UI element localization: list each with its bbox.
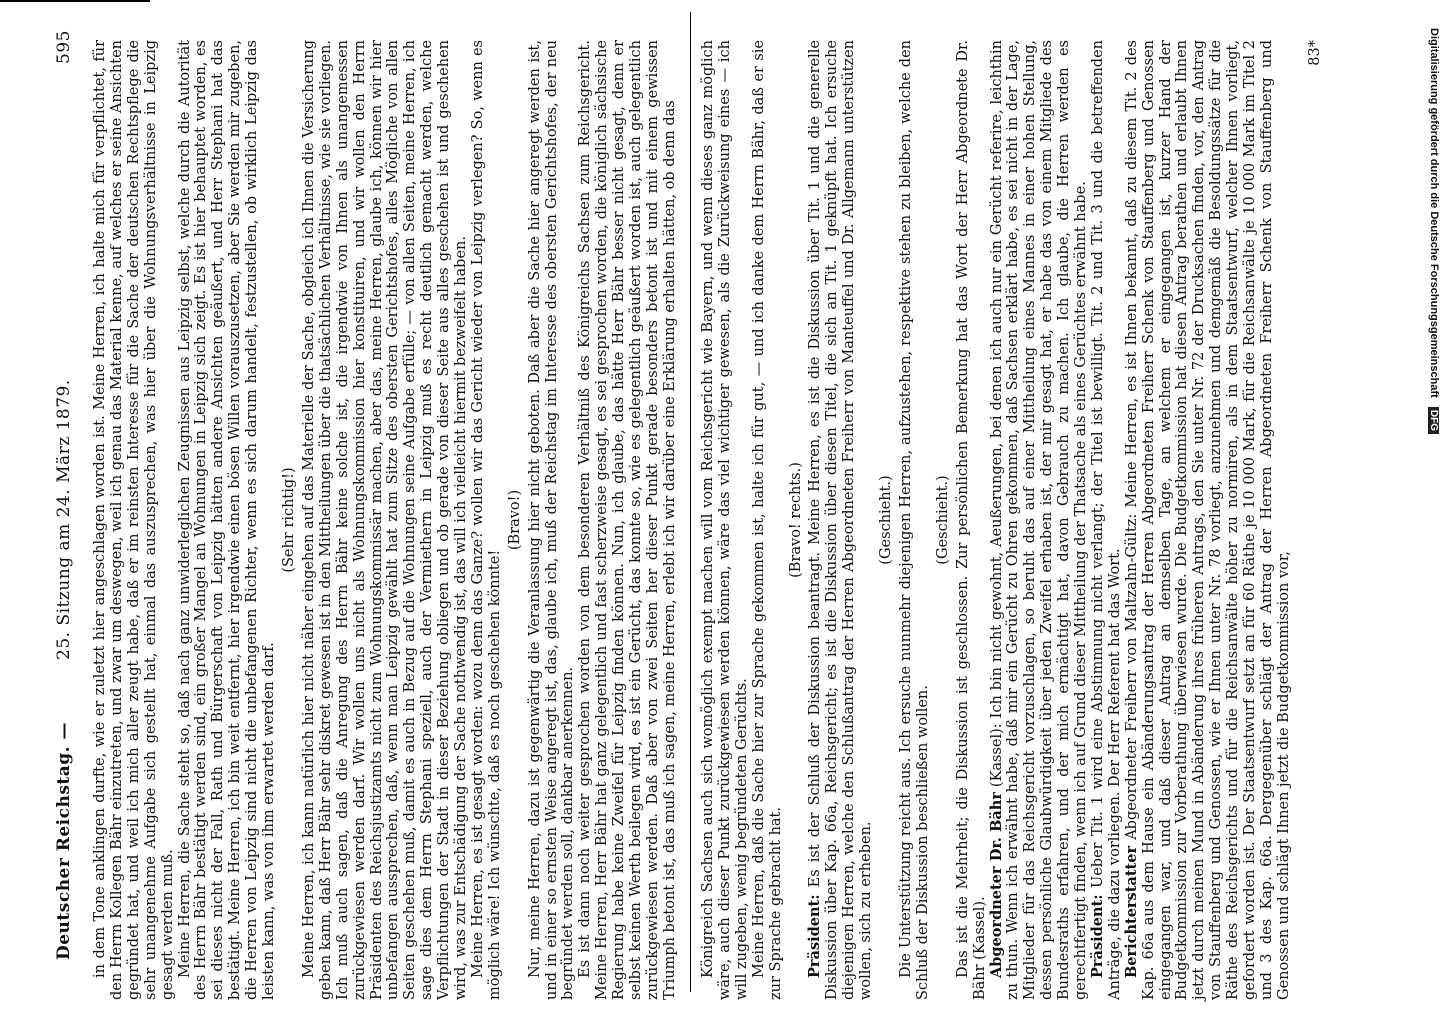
interjection: (Bravo! rechts.): [787, 462, 804, 578]
header-left: Deutscher Reichstag. —: [54, 721, 74, 960]
paragraph: Präsident: Ueber Tit. 1 wird eine Abstimmung nicht verlangt; der Titel ist bewilligt. Tit. 2 und Tit. 3 und die betreffenden Anträge, die dazu vorliegen. Der Herr Referent hat das Wort.: [1088, 40, 1123, 1000]
paragraph: Es ist dann noch weiter gesprochen worden von dem besonderen Verhältniß des Königreichs Sachsen zum Reichsgericht. Meine Herren, Herr Bähr hat ganz gelegentlich und fast scherzweise gesagt, es sei gesprochen worden, die königlich sächsische Regierung habe keine Zweifel für Leipzig finden können. Nun, ich glaube, das hätte Herr Bähr besser nicht gesagt, denn er selbst keinen Werth beilegen wird, es ist ein Gerücht, das konnte so, wie es gelegentlich geäußert worden ist, auch gelegentlich zurückgewiesen werden. Daß aber von zwei Seiten her dieser Punkt gerade besonders betont ist und mit einem gewissen Triumph betont ist, das muß ich sagen, meine Herren, erlebt ich wir darüber eine Erklärung erhalten hätten, ob denn das: [577, 40, 678, 1000]
paragraph: Abgeordneter Dr. Bähr (Kassel): Ich bin nicht gewohnt, Aeußerungen, bei denen ich auch nur ein Gerücht referire, leichthin zu thun. Wenn ich erwähnt habe, daß mir ein Gerücht zu Ohren gekommen, daß Sachsen erklärt habe, es sei nicht in der Lage, Mitglieder für das Reichsgericht vorzuschlagen, so beruht das auf einer Mittheilung eines Mannes in einer hohen Stellung, dessen persönliche Glaubwürdigkeit über jeden Zweifel erhaben ist, der mir gesagt hat, er habe das von einem Mitgliede des Bundesraths erfahren, und der mich ermächtigt hat, davon Gebrauch zu machen. Ich glaube, die Herren werden es gerechtfertigt finden, wenn ich auf Grund dieser Mittheilung der Thatsache als eines Gerüchtes erwähnt habe.: [987, 40, 1090, 1000]
dfg-logo: DFG: [1428, 407, 1439, 434]
paragraph: Königreich Sachsen auch sich womöglich exempt machen will vom Reichsgericht wie Bayern, und wenn dieses ganz möglich wäre, auch dieser Punkt zurückgewiesen werden können, wäre das viel wichtiger gewesen, als die Zurückweisung eines — ich will zugeben, wenig begründeten Gerüchts.: [700, 40, 750, 1000]
running-header: [46, 30, 86, 960]
left-column: [92, 40, 682, 1000]
dfg-sidebar: [1392, 0, 1440, 1000]
header-center: 25. Sitzung am 24. März 1879.: [54, 379, 74, 660]
dfg-credit-text: Digitalisierung gefördert durch die Deutsche Forschungsgemeinschaft: [1428, 28, 1440, 398]
paragraph: Meine Herren, es ist gesagt worden: wozu denn das Ganze? wollen wir das Gericht wieder von Leipzig verlegen? So, wenn es möglich wäre! Ich wünschte, daß es noch geschehen könnte!: [469, 40, 503, 1000]
paragraph: Die Unterstützung reicht aus. Ich ersuche nunmehr diejenigen Herren, aufzustehen, respektive stehen zu bleiben, welche den Schluß der Diskussion beschließen wollen.: [897, 40, 931, 1000]
right-column: [700, 40, 1350, 1000]
paragraph: Das ist die Mehrheit; die Diskussion ist geschlossen. Zur persönlichen Bemerkung hat das Wort der Herr Abgeordnete Dr. Bähr (Kassel).: [954, 40, 988, 1000]
interjection: (Geschieht.): [934, 475, 951, 565]
paragraph: Nur, meine Herren, dazu ist gegenwärtig die Veranlassung hier nicht geboten. Daß aber die Sache hier angeregt werden ist, und in einer so ernsten Weise angeregt ist, das, glaube ich, muß der Reichstag im Interesse des obersten Gerichtshofes, der neu begründet werden soll, dankbar anerkennen.: [526, 40, 577, 1000]
dfg-credit: [1420, 0, 1440, 1028]
column-divider: [690, 12, 691, 992]
paragraph: Präsident: Es ist der Schluß der Diskussion beantragt. Meine Herren, es ist die Diskussion über Tit. 1 und die generelle Diskussion über Kap. 66a, Reichsgericht; es ist die Diskussion über diesen Titel, die sich an Tit. 1 geknüpft hat. Ich ersuche diejenigen Herren, welche den Schlußantrag der Herren Abgeordneten Freiherr von Manteuffel und Dr. Allgemann unterstützen wollen, sich zu erheben.: [806, 40, 875, 1000]
paragraph: Meine Herren, daß die Sache hier zur Sprache gekommen ist, halte ich für gut, — und ich danke dem Herrn Bähr, daß er sie zur Sprache gebracht hat.: [750, 40, 784, 1000]
paragraph: in dem Tone anklingen durfte, wie er zuletzt hier angeschlagen worden ist. Meine Herren, ich halte mich für verpflichtet, für den Herrn Kollegen Bähr einzutreten, und zwar um deswegen, weil ich genau das Material kenne, auf welches er seine Ansichten gegründet hat, und weil ich mich aller zeugt habe, daß er im reinsten Interesse für die Sache der deutschen Rechtspflege die sehr unangenehme Aufgabe sich gestellt hat, einmal das auszusprechen, was hier über die Wohnungsverhältnisse in Leipzig gesagt werden muß.: [92, 40, 176, 1000]
signature-mark: 83*: [1307, 40, 1324, 66]
interjection: (Sehr richtig!): [280, 467, 297, 573]
page-number: 595: [54, 30, 74, 64]
interjection: (Bravo!): [506, 489, 523, 551]
paragraph: Meine Herren, ich kann natürlich hier nicht näher eingehen auf das Materielle der Sache, obgleich ich Ihnen die Versicherung geben kann, daß Herr Bähr sehr diskret gewesen ist in den Mittheilungen über die thatsächlichen Verhältnisse, wie sie vorliegen. Ich muß auch sagen, daß die Anregung des Herrn Bähr keine solche ist, die irgendwie von Ihnen als unangemessen zurückgewiesen werden darf. Wir wollen uns nicht als Wohnungskommission hier konstituiren, und wir wollen den Herrn Präsidenten des Reichsjustizamts nicht zum Wohnungskommissär machen, aber das, meine Herren, glaube ich, können wir hier unbefangen aussprechen, daß, wenn man Leipzig gewählt hat zum Sitze des obersten Gerichtshofes, alles Mögliche von allen Seiten geschehen muß, damit es auch in Bezug auf die Wohnungen seine Aufgabe erfülle; — von allen Seiten, meine Herren, ich sage dies dem Herrn Stephani speziell, auch der Vermiethern in Leipzig muß es recht deutlich gemacht werden, welche Verpflichtungen der Stadt in dieser Beziehung obliegen und ob gerade von dieser Seite aus alles geschehen ist und geschehen wird, was zur Entschädigung der Sache nothwendig ist, das will ich vielleicht hiermit bezweifelt haben.: [300, 40, 470, 1000]
paragraph: Meine Herren, die Sache steht so, daß nach ganz unwiderleglichen Zeugnissen aus Leipzig selbst, welche durch die Autorität des Herrn Bähr bestätigt werden sind, ein großer Mangel an Wohnungen in Leipzig sich zeigt. Es ist hier behauptet worden, es sei dieses nicht der Fall, Rath und Bürgerschaft von Leipzig hätten andere Ansichten geäußert, und Herr Stephani hat das bestätigt. Meine Herren, ich bin weit entfernt, hier irgendwie einen bösen Willen vorauszusetzen, aber Sie werden mir zugeben, die Herren von Leipzig sind nicht die unbefangenen Richter, wenn es sich darum handelt, festzustellen, ob wirklich Leipzig das leisten kann, was von ihm erwartet werden darf.: [176, 40, 278, 1000]
interjection: (Geschieht.): [878, 475, 895, 565]
paragraph: Berichterstatter Abgeordneter Freiherr von Maltzahn-Gültz: Meine Herren, es ist Ihnen bekannt, daß zu diesem Tit. 2 des Kap. 66a aus dem Hause ein Abänderungsantrag der Herren Abgeordneten Freiherr Schenk von Stauffenberg und Genossen eingegangen war, und daß dieser Antrag an demselben Tage, an welchem er eingegangen ist, kurzer Hand der Budgetkommission zur Vorberathung überwiesen wurde. Die Budgetkommission hat diesen Antrag berathen und erlaubt Ihnen jetzt durch meinen Mund in Abänderung ihres früheren Antrags, den Sie unter Nr. 72 der Drucksachen finden, vor, den Antrag von Stauffenberg und Genossen, wie er Ihnen unter Nr. 78 vorliegt, anzunehmen und demgemäß die Besoldungssätze für die Räthe des Reichsgerichts und für die Reichsanwälte höher zu normiren, als in dem Staatsentwurf, welcher Ihnen vorliegt, gefordert worden ist. Der Staatsentwurf setzt an für 60 Räthe je 10 000 Mark, für die Reichsanwälte je 10 000 Mark im Titel 2 und 3 des Kap. 66a. Dergegenüber schlägt der Antrag der Herren Abgeordneten Freiherr Schenk von Stauffenberg und Genossen und schlägt Ihnen jetzt die Budgetkommission vor,: [1122, 40, 1292, 1000]
